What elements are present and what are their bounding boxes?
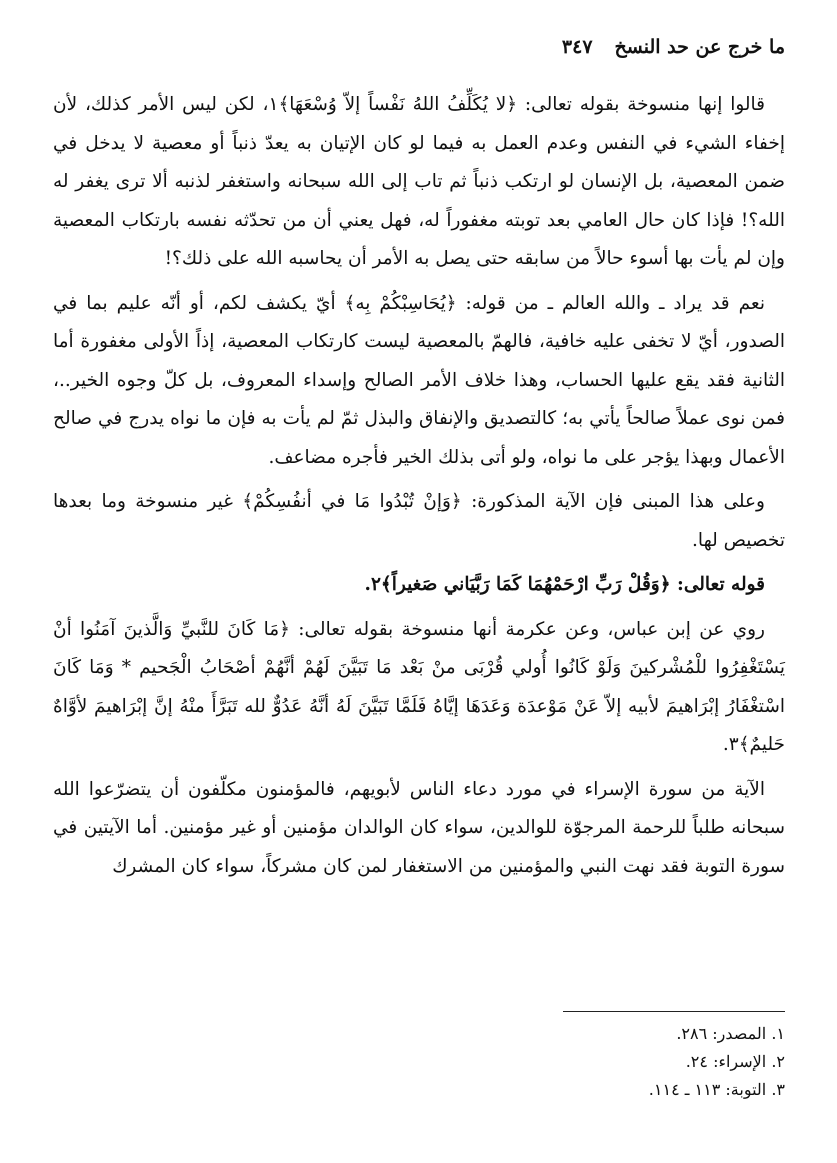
paragraph-closing: الآية من سورة الإسراء في مورد دعاء الناس لأبويهم، فالمؤمنون مكلّفون أن يتضرّعوا الله سبحانه طلباً للرحمة المرجوّة للوالدين، سواء كان الوالدان مؤمنين أو غير مؤمنين. أما الآيتين في سورة التوبة فقد نهت النبي والمؤمنين من الاستغفار لمن كان مشركاً، سواء كان المشرك bbox=[53, 778, 785, 877]
footnotes bbox=[385, 1020, 785, 1104]
page-number: ٣٤٧ bbox=[561, 36, 593, 58]
footnote-item: ٢. الإسراء: ٢٤. bbox=[685, 1052, 785, 1071]
verse-heading: قوله تعالى: ﴿وَقُلْ رَبِّ ارْحَمْهُمَا كَمَا رَبَّيَاني صَغيراً﴾٢. bbox=[364, 574, 765, 595]
paragraph-abrogation-claim: قالوا إنها منسوخة بقوله تعالى: ﴿لا يُكَلِّفُ اللهُ نَفْساً إلاّ وُسْعَهَا﴾١، لكن ليس الأمر كذلك، لأن إخفاء الشيء في النفس وعدم العمل به فيما لو كان الإتيان به يعدّ ذنباً أو معصية لا يدخل في ضمن المعصية، بل الإنسان لو ارتكب ذنباً ثم تاب إلى الله سبحانه واستغفر لذنبه ألا ترى يغفر له الله؟! فإذا كان حال العامي بعد توبته مغفوراً له، فهل يعني أن من تحدّثه نفسه بارتكاب المعصية وإن لم يأت بها أسوء حالاً من سابقه حتى يصل به الأمر أن يحاسبه الله على ذلك؟! bbox=[53, 94, 785, 269]
footnote-item: ١. المصدر: ٢٨٦. bbox=[676, 1024, 785, 1043]
body-text bbox=[53, 86, 785, 892]
footnote-divider bbox=[563, 1011, 785, 1012]
paragraph-conclusion: وعلى هذا المبنى فإن الآية المذكورة: ﴿وَإنْ تُبْدُوا مَا في أنفُسِكُمْ﴾ غير منسوخة وما بعدها تخصيص لها. bbox=[53, 491, 785, 551]
running-title: ما خرج عن حد النسخ bbox=[614, 36, 785, 58]
paragraph-interpretation: نعم قد يراد ـ والله العالم ـ من قوله: ﴿يُحَاسِبْكُمْ بِه﴾ أيّ يكشف لكم، أو أنّه عليم بما في الصدور، أيّ لا تخفى عليه خافية، فالهمّ بالمعصية ليست كارتكاب المعصية، إذاً الأولى مغفورة أما الثانية فقد يقع عليها الحساب، وهذا خلاف الأمر الصالح وإسداء المعروف، بل كلّ وجوه الخير..، فمن نوى عملاً صالحاً يأتي به؛ كالتصديق والإنفاق والبذل ثمّ لم يأت به فإن ما نواه يدرج في صالح الأعمال وبهذا يؤجر على ما نواه، ولو أتى بذلك الخير فأجره مضاعف. bbox=[53, 292, 785, 468]
footnote-item: ٣. التوبة: ١١٣ ـ ١١٤. bbox=[648, 1080, 785, 1099]
running-header bbox=[55, 30, 785, 64]
paragraph-riwaya: روي عن إبن عباس، وعن عكرمة أنها منسوخة بقوله تعالى: ﴿مَا كَانَ للنَّبيِّ وَالَّذينَ آمَنُوا أنْ يَسْتَغْفِرُوا للْمُشْركينَ وَلَوْ كَانُوا أُولي قُرْبَى منْ بَعْد مَا تَبَيَّنَ لَهُمْ أنَّهُمْ أصْحَابُ الْجَحيم * وَمَا كَانَ اسْتغْفَارُ إبْرَاهيمَ لأبيه إلاّ عَنْ مَوْعدَة وَعَدَهَا إيَّاهُ فَلَمَّا تَبَيَّنَ لَهُ أنَّهُ عَدُوٌّ لله تَبَرَّأَ منْهُ إنَّ إبْرَاهيمَ لأوَّاهٌ حَليمٌ﴾٣. bbox=[53, 618, 785, 755]
